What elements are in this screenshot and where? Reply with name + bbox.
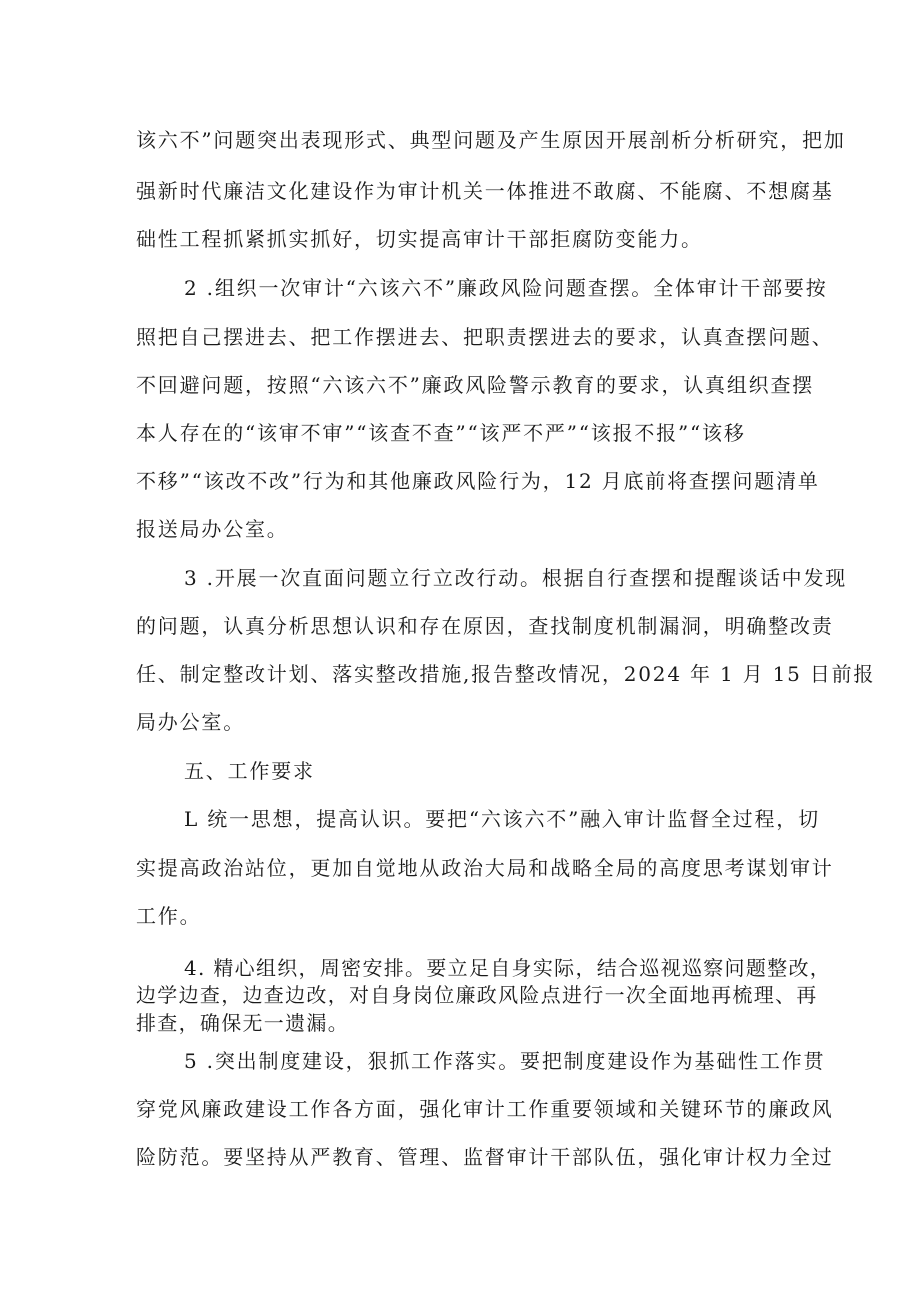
text-line: 2 .组织一次审计“六该六不”廉政风险问题查摆。全体审计干部要按 xyxy=(184,276,828,300)
text-line: 工作。 xyxy=(136,904,202,928)
text-line: 不回避问题，按照“六该六不”廉政风险警示教育的要求，认真组织查摆 xyxy=(136,373,815,397)
text-line: 的问题，认真分析思想认识和存在原因，查找制度机制漏洞，明确整改责 xyxy=(136,614,834,638)
text-line: 4. 精心组织，周密安排。要立足自身实际，结合巡视巡察问题整改， xyxy=(184,956,832,980)
text-line: 5 .突出制度建设，狠抓工作落实。要把制度建设作为基础性工作贯 xyxy=(184,1049,826,1073)
text-line: L 统一思想，提高认识。要把“六该六不”融入审计监督全过程，切 xyxy=(184,807,820,831)
text-line: 照把自己摆进去、把工作摆进去、把职责摆进去的要求，认真查摆问题、 xyxy=(136,325,834,349)
text-line: 任、制定整改计划、落实整改措施,报告整改情况，2024 年 1 月 15 日前报 xyxy=(136,662,876,686)
text-line: 实提高政治站位，更加自觉地从政治大局和战略全局的高度思考谋划审计 xyxy=(136,856,834,880)
text-line: 本人存在的“该审不审”“该查不查”“该严不严”“该报不报”“该移 xyxy=(136,421,746,445)
text-line: 报送局办公室。 xyxy=(136,517,289,541)
text-line: 础性工程抓紧抓实抓好，切实提高审计干部拒腐防变能力。 xyxy=(136,227,703,251)
section-heading: 五、工作要求 xyxy=(184,759,315,783)
text-line: 险防范。要坚持从严教育、管理、监督审计干部队伍，强化审计权力全过 xyxy=(136,1145,834,1169)
text-line: 强新时代廉洁文化建设作为审计机关一体推进不敢腐、不能腐、不想腐基 xyxy=(136,179,834,203)
text-line: 3 .开展一次直面问题立行立改行动。根据自行查摆和提醒谈话中发现 xyxy=(184,566,848,590)
text-line: 排查，确保无一遗漏。 xyxy=(136,1011,349,1035)
text-line: 穿党风廉政建设工作各方面，强化审计工作重要领域和关键环节的廉政风 xyxy=(136,1097,834,1121)
text-line: 边学边查，边查边改，对自身岗位廉政风险点进行一次全面地再梳理、再 xyxy=(136,983,818,1007)
text-line: 不移”“该改不改”行为和其他廉政风险行为，12 月底前将查摆问题清单 xyxy=(136,469,820,493)
text-line: 该六不”问题突出表现形式、典型问题及产生原因开展剖析分析研究，把加 xyxy=(136,128,846,152)
text-line: 局办公室。 xyxy=(136,710,245,734)
